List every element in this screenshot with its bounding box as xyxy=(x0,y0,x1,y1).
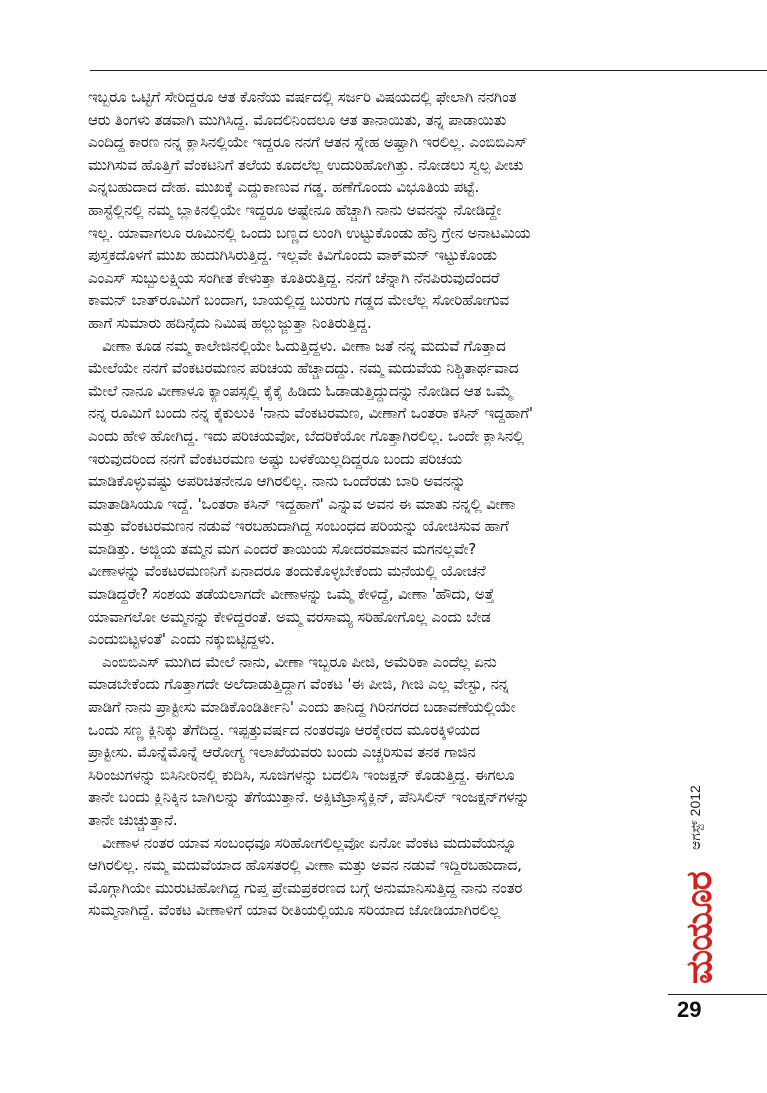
text-line: ಇಬ್ಬರೂ ಒಟ್ಟಿಗೆ ಸೇರಿದ್ದರೂ ಆತ ಕೊನೆಯ ವರ್ಷದಲ್ಲಿ ಸರ್ಜರಿ ವಿಷಯದಲ್ಲಿ ಫೇಲಾಗಿ ನನಗಿಂತ xyxy=(88,88,517,106)
text-line: ಆಗಿರಲಿಲ್ಲ. ನಮ್ಮ ಮದುವೆಯಾದ ಹೊಸತರಲ್ಲಿ ವೀಣಾ ಮತ್ತು ಅವನ ನಡುವೆ ಇದ್ದಿರಬಹುದಾದ, xyxy=(88,856,522,875)
text-line: ಹಾಸ್ಟೆಲ್ಲಿನಲ್ಲಿ ನಮ್ಮ ಬ್ಲಾಕಿನಲ್ಲಿಯೇ ಇದ್ದರೂ ಅಷ್ಟೇನೂ ಹೆಚ್ಚಾಗಿ ನಾನು ಅವನನ್ನು ನೋಡಿದ್ದೇ xyxy=(88,200,502,219)
text-line: ಮಾಡಿಕೊಳ್ಳುವಷ್ಟು ಅಪರಿಚಿತನೇನೂ ಆಗಿರಲಿಲ್ಲ. ನಾನು ಒಂದೆರಡು ಬಾರಿ ಅವನನ್ನು xyxy=(88,472,466,491)
magazine-brand xyxy=(672,854,722,984)
text-line: ಕಾಮನ್ ಬಾತ್‌ರೂಮಿಗೆ ಬಂದಾಗ, ಬಾಯಲ್ಲಿದ್ದ ಬುರುಗು ಗಡ್ಡದ ಮೇಲೆಲ್ಲ ಸೋರಿಹೋಗುವ xyxy=(88,291,509,310)
story-text xyxy=(88,86,664,922)
text-line: ನನ್ನ ರೂಮಿಗೆ ಬಂದು ನನ್ನ ಕೈಕುಲುಕಿ 'ನಾನು ವೆಂಕಟರಮಣ, ವೀಣಾಗೆ ಒಂತರಾ ಕಸಿನ್ ಇದ್ದಹಾಗೆ' xyxy=(88,404,533,423)
text-line: ತಾನೇ ಚುಚ್ಚುತ್ತಾನೆ. xyxy=(88,811,178,829)
text-line: ಒಂದು ಸಣ್ಣ ಕ್ಲಿನಿಕ್ಕು ತೆಗೆದಿದ್ದ. ಇಪ್ಪತ್ತುವರ್ಷದ ನಂತರವೂ ಆರಕ್ಕೇರದ ಮೂರಕ್ಕಿಳಿಯದ xyxy=(88,720,480,739)
text-line: ಪ್ರಾಕ್ಟೀಸು. ಮೊನ್ನೆಮೊನ್ನೆ ಆರೋಗ್ಯ ಇಲಾಖೆಯವರು ಬಂದು ಎಚ್ಚರಿಸುವ ತನಕ ಗಾಜಿನ xyxy=(88,743,476,762)
text-line: ಮಾಡಿತ್ತು. ಅಜ್ಜಿಯ ತಮ್ಮನ ಮಗ ಎಂದರೆ ತಾಯಿಯ ಸೋದರಮಾವನ ಮಗನಲ್ಲವೇ? xyxy=(88,539,477,558)
text-line: ಆರು ತಿಂಗಳು ತಡವಾಗಿ ಮುಗಿಸಿದ್ದ. ಮೊದಲಿನಿಂದಲೂ ಆತ ತಾನಾಯಿತು, ತನ್ನ ಪಾಡಾಯಿತು xyxy=(88,110,507,129)
text-line: ಸುಮ್ಮನಾಗಿದ್ದೆ. ವೆಂಕಟ ವೀಣಾಳಿಗೆ ಯಾವ ರೀತಿಯಲ್ಲಿಯೂ ಸರಿಯಾದ ಜೋಡಿಯಾಗಿರಲಿಲ್ಲ xyxy=(88,901,501,920)
text-line: ಎಂಬಿಬಿಎಸ್ ಮುಗಿದ ಮೇಲೆ ನಾನು, ವೀಣಾ ಇಬ್ಬರೂ ಪೀಜಿ, ಅಮೆರಿಕಾ ಎಂದೆಲ್ಲ ಏನು xyxy=(102,652,497,671)
paragraph xyxy=(88,832,664,922)
text-line: ಮಾತಾಡಿಸಿಯೂ ಇದ್ದೆ. 'ಒಂತರಾ ಕಸಿನ್ ಇದ್ದಹಾಗೆ' ಎನ್ನುವ ಅವನ ಈ ಮಾತು ನನ್ನಲ್ಲಿ ವೀಣಾ xyxy=(88,494,516,513)
paragraph xyxy=(88,86,664,335)
text-line: ಮೇಲೆ ನಾನೂ ವೀಣಾಳೂ ಕ್ಯಾಂಪಸ್ಸಲ್ಲಿ ಕೈಕೈ ಹಿಡಿದು ಓಡಾಡುತ್ತಿದ್ದುದನ್ನು ನೋಡಿದ ಆತ ಒಮ್ಮೆ xyxy=(88,381,513,400)
text-line: ಮತ್ತು ವೆಂಕಟರಮಣನ ನಡುವೆ ಇರಬಹುದಾಗಿದ್ದ ಸಂಬಂಧದ ಪರಿಯನ್ನು ಯೋಚಿಸುವ ಹಾಗೆ xyxy=(88,517,509,536)
text-line: ವೀಣಾ ಕೂಡ ನಮ್ಮ ಕಾಲೇಜಿನಲ್ಲಿಯೇ ಓದುತ್ತಿದ್ದಳು. ವೀಣಾ ಜತೆ ನನ್ನ ಮದುವೆ ಗೊತ್ತಾದ xyxy=(102,336,506,355)
header-rule xyxy=(90,70,767,71)
text-line: ಮಾಡಿದ್ದರೇ? ಸಂಶಯ ತಡೆಯಲಾಗದೇ ವೀಣಾಳನ್ನು ಒಮ್ಮೆ ಕೇಳಿದ್ದೆ, ವೀಣಾ 'ಹೌದು, ಅತ್ತೆ xyxy=(88,585,495,604)
text-line: ಮೇಲೆಯೇ ನನಗೆ ವೆಂಕಟರಮಣನ ಪರಿಚಯ ಹೆಚ್ಚಾದದ್ದು. ನಮ್ಮ ಮದುವೆಯ ನಿಶ್ಚಿತಾರ್ಥವಾದ xyxy=(88,359,519,378)
text-line: ಎಂಎಸ್ ಸುಬ್ಬುಲಕ್ಷ್ಮಿಯ ಸಂಗೀತ ಕೇಳುತ್ತಾ ಕೂತಿರುತ್ತಿದ್ದ. ನನಗೆ ಚೆನ್ನಾಗಿ ನೆನಪಿರುವುದೆಂದರೆ xyxy=(88,268,500,287)
text-line: ಮುಗಿಸುವ ಹೊತ್ತಿಗೆ ವೆಂಕಟನಿಗೆ ತಲೆಯ ಕೂದಲೆಲ್ಲ ಉದುರಿಹೋಗಿತ್ತು. ನೋಡಲು ಸ್ವಲ್ಪ ಪೀಚು xyxy=(88,155,524,174)
text-line: ಸಿರಿಂಜುಗಳನ್ನು ಬಿಸಿನೀರಿನಲ್ಲಿ ಕುದಿಸಿ, ಸೂಜಿಗಳನ್ನು ಬದಲಿಸಿ ಇಂಜಕ್ಷನ್ ಕೊಡುತ್ತಿದ್ದ. ಈಗಲೂ xyxy=(88,765,515,784)
page-number: 29 xyxy=(677,997,702,1022)
issue-date: ಆಗಸ್ಟ್ 2012 xyxy=(687,785,703,850)
text-line: ಪುಸ್ತಕದೊಳಗೆ ಮುಖ ಹುದುಗಿಸಿರುತ್ತಿದ್ದ. ಇಲ್ಲವೇ ಕಿವಿಗೊಂದು ವಾಕ್‌ಮನ್ ಇಟ್ಟುಕೊಂಡು xyxy=(88,246,497,265)
footer-rule xyxy=(668,994,767,995)
text-line: ಯಾವಾಗಲೋ ಅಮ್ಮನನ್ನು ಕೇಳಿದ್ದರಂತೆ. ಅಮ್ಮ ವರಸಾಮ್ಯ ಸರಿಹೋಗೊಲ್ಲ ಎಂದು ಬೇಡ xyxy=(88,607,491,626)
text-line: ಎಂದು ಹೇಳಿ ಹೋಗಿದ್ದ. ಇದು ಪರಿಚಯವೋ, ಬೆದರಿಕೆಯೋ ಗೊತ್ತಾಗಿರಲಿಲ್ಲ. ಒಂದೇ ಕ್ಲಾಸಿನಲ್ಲಿ xyxy=(88,426,525,445)
text-line: ಎಂದುಬಿಟ್ಟಳಂತೆ' ಎಂದು ನಕ್ಕುಬಿಟ್ಟಿದ್ದಳು. xyxy=(88,630,275,649)
paragraph xyxy=(88,651,664,832)
text-line: ಎಂದಿದ್ದ ಕಾರಣ ನನ್ನ ಕ್ಲಾಸಿನಲ್ಲಿಯೇ ಇದ್ದರೂ ನನಗೆ ಆತನ ಸ್ನೇಹ ಅಷ್ಟಾಗಿ ಇರಲಿಲ್ಲ. ಎಂಬಿಬಿಎಸ್ xyxy=(88,133,528,152)
text-line: ಮೊಗ್ಗಾಗಿಯೇ ಮುರುಟಿಹೋಗಿದ್ದ ಗುಪ್ತ ಪ್ರೇಮಪ್ರಕರಣದ ಬಗ್ಗೆ ಅನುಮಾನಿಸುತ್ತಿದ್ದ ನಾನು ನಂತರ xyxy=(88,878,523,897)
text-line: ಮಾಡಬೇಕೆಂದು ಗೊತ್ತಾಗದೇ ಅಲೆದಾಡುತ್ತಿದ್ದಾಗ ವೆಂಕಟ 'ಈ ಪೀಜಿ, ಗೀಜಿ ಎಲ್ಲ ವೇಸ್ಟು, ನನ್ನ xyxy=(88,675,509,694)
text-line: ಇಲ್ಲ. ಯಾವಾಗಲೂ ರೂಮಿನಲ್ಲಿ ಒಂದು ಬಣ್ಣದ ಲುಂಗಿ ಉಟ್ಟುಕೊಂಡು ಹೆನ್ರಿ ಗ್ರೇನ ಅನಾಟಮಿಯ xyxy=(88,223,531,242)
text-line: ಇರುವುದರಿಂದ ನನಗೆ ವೆಂಕಟರಮಣ ಅಷ್ಟು ಬಳಕೆಯಿಲ್ಲದಿದ್ದರೂ ಬಂದು ಪರಿಚಯ xyxy=(88,449,463,468)
text-line: ತಾನೇ ಬಂದು ಕ್ಲಿನಿಕ್ಕಿನ ಬಾಗಿಲನ್ನು ತೆಗೆಯುತ್ತಾನೆ. ಅಕ್ಸಿಟೆಟ್ರಾಸೈಕ್ಲಿನ್, ಪೆನಿಸಿಲಿನ್ ಇಂಜಕ್ಷನ್‌ಗಳನ್ನು xyxy=(88,788,530,807)
text-line: ಪಾಡಿಗೆ ನಾನು ಪ್ರಾಕ್ಟೀಸು ಮಾಡಿಕೊಂಡಿರ್ತೀನಿ' ಎಂದು ತಾನಿದ್ದ ಗಿರಿನಗರದ ಬಡಾವಣೆಯಲ್ಲಿಯೇ xyxy=(88,698,516,717)
text-line: ಎನ್ನಬಹುದಾದ ದೇಹ. ಮುಖಕ್ಕೆ ಎದ್ದುಕಾಣುವ ಗಡ್ಡ. ಹಣೆಗೊಂದು ವಿಭೂತಿಯ ಪಟ್ಟೆ. xyxy=(88,178,480,197)
magazine-logo: ಮಯೂರ xyxy=(679,872,720,984)
text-line: ಹಾಗೆ ಸುಮಾರು ಹದಿನೈದು ನಿಮಿಷ ಹಲ್ಲುಜ್ಜುತ್ತಾ ನಿಂತಿರುತ್ತಿದ್ದ. xyxy=(88,313,372,332)
text-line: ವೀಣಾಳ ನಂತರ ಯಾವ ಸಂಬಂಧವೂ ಸರಿಹೋಗಲಿಲ್ಲವೋ ಏನೋ ವೆಂಕಟ ಮದುವೆಯನ್ನೂ xyxy=(102,833,517,852)
text-line: ವೀಣಾಳನ್ನು ವೆಂಕಟರಮಣನಿಗೆ ಏನಾದರೂ ತಂದುಕೊಳ್ಳಬೇಕೆಂದು ಮನೆಯಲ್ಲಿ ಯೋಚನೆ xyxy=(88,562,486,581)
paragraph xyxy=(88,335,664,651)
